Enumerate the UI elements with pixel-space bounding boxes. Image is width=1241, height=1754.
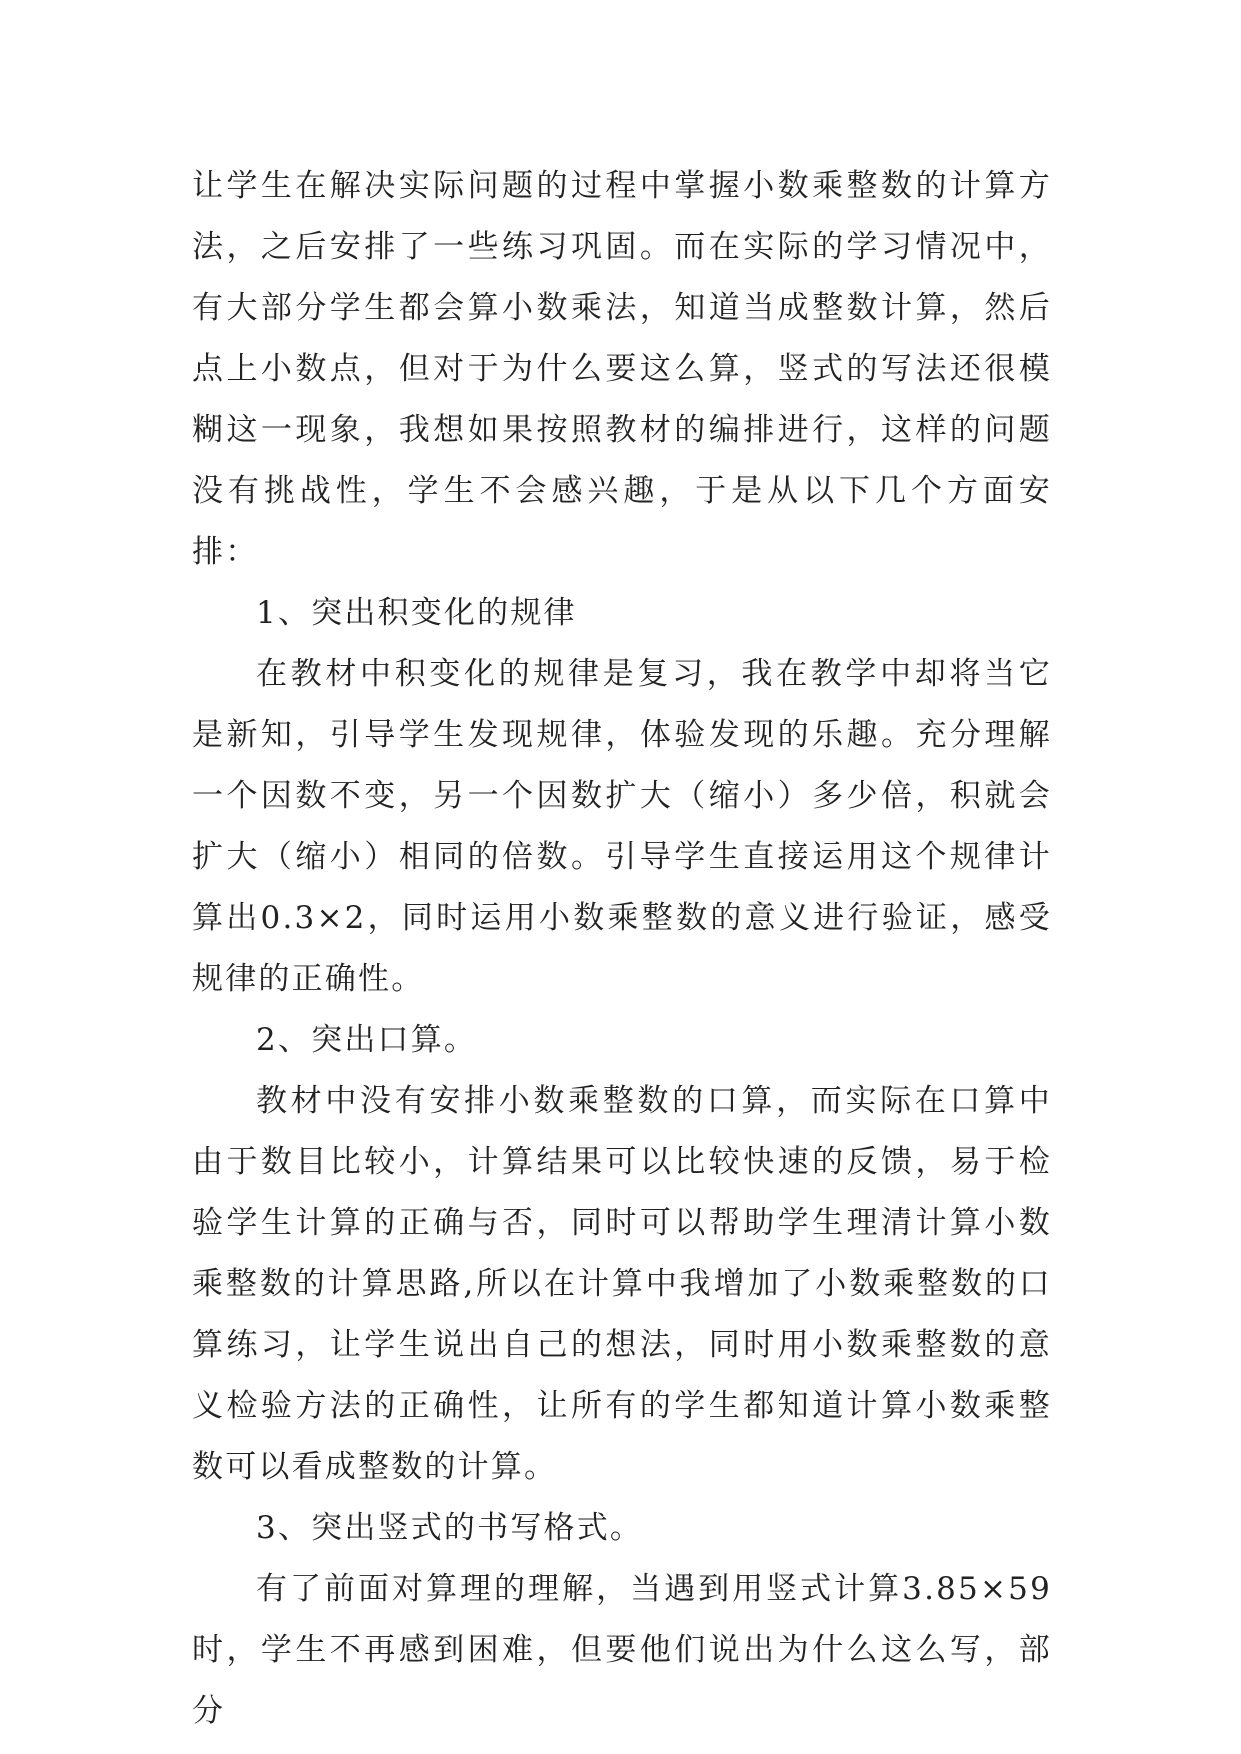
- paragraph-vertical-format: 有了前面对算理的理解，当遇到用竖式计算3.85×59时，学生不再感到困难，但要他们说出为什么这么写，部分: [192, 1571, 1052, 1729]
- paragraph-product-rule: 在教材中积变化的规律是复习，我在教学中却将当它是新知，引导学生发现规律，体验发现的乐趣。充分理解一个因数不变，另一个因数扩大（缩小）多少倍，积就会扩大（缩小）相同的倍数。引导学生直接运用这个规律计算出0.3×2，同时运用小数乘整数的意义进行验证，感受规律的正确性。: [192, 656, 1052, 997]
- section-heading-1: 1、突出积变化的规律: [256, 595, 577, 631]
- paragraph-intro: 让学生在解决实际问题的过程中掌握小数乘整数的计算方法，之后安排了一些练习巩固。而在实际的学习情况中，有大部分学生都会算小数乘法，知道当成整数计算，然后点上小数点，但对于为什么要这么算，竖式的写法还很模糊这一现象，我想如果按照教材的编排进行，这样的问题没有挑战性，学生不会感兴趣，于是从以下几个方面安排：: [192, 168, 1052, 570]
- paragraph-mental-math: 教材中没有安排小数乘整数的口算，而实际在口算中由于数目比较小，计算结果可以比较快速的反馈，易于检验学生计算的正确与否，同时可以帮助学生理清计算小数乘整数的计算思路,所以在计算中我增加了小数乘整数的口算练习，让学生说出自己的想法，同时用小数乘整数的意义检验方法的正确性，让所有的学生都知道计算小数乘整数可以看成整数的计算。: [192, 1083, 1052, 1485]
- section-heading-3: 3、突出竖式的书写格式。: [256, 1510, 644, 1546]
- document-body: [192, 156, 1052, 1742]
- section-heading-2: 2、突出口算。: [256, 1022, 478, 1058]
